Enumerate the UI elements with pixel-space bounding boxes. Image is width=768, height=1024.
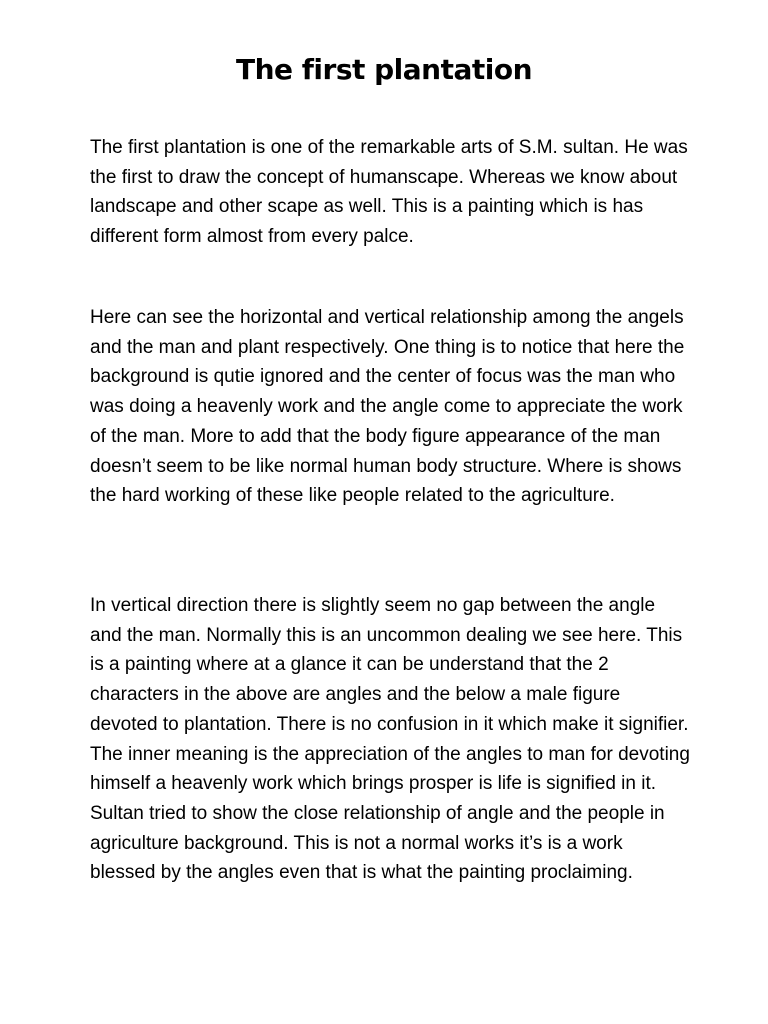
document-title: The first plantation	[235, 53, 533, 86]
paragraph-intro: The first plantation is one of the remarkable arts of S.M. sultan. He was the first to draw the concept of humanscape. Whereas we know about landscape and other scape as well. This is a painting which is has different form almost from every palce.	[90, 137, 688, 248]
paragraph-relationship: Here can see the horizontal and vertical relationship among the angels and the man and plant respectively. One thing is to notice that here the background is qutie ignored and the center of focus was the man who was doing a heavenly work and the angle come to appreciate the work of the man. More to add that the body figure appearance of the man doesn’t seem to be like normal human body structure. Where is shows the hard working of these like people related to the agriculture.	[90, 307, 685, 507]
paragraph-vertical-direction: In vertical direction there is slightly seem no gap between the angle and the man. Normally this is an uncommon dealing we see here. This is a painting where at a glance it can be understand that the 2 characters in the above are angles and the below a male figure devoted to plantation. There is no confusion in it which make it signifier. The inner meaning is the appreciation of the angles to man for devoting himself a heavenly work which brings prosper is life is signified in it. Sultan tried to show the close relationship of angle and the people in agriculture background. This is not a normal works it’s is a work blessed by the angles even that is what the painting proclaiming.	[90, 595, 690, 884]
